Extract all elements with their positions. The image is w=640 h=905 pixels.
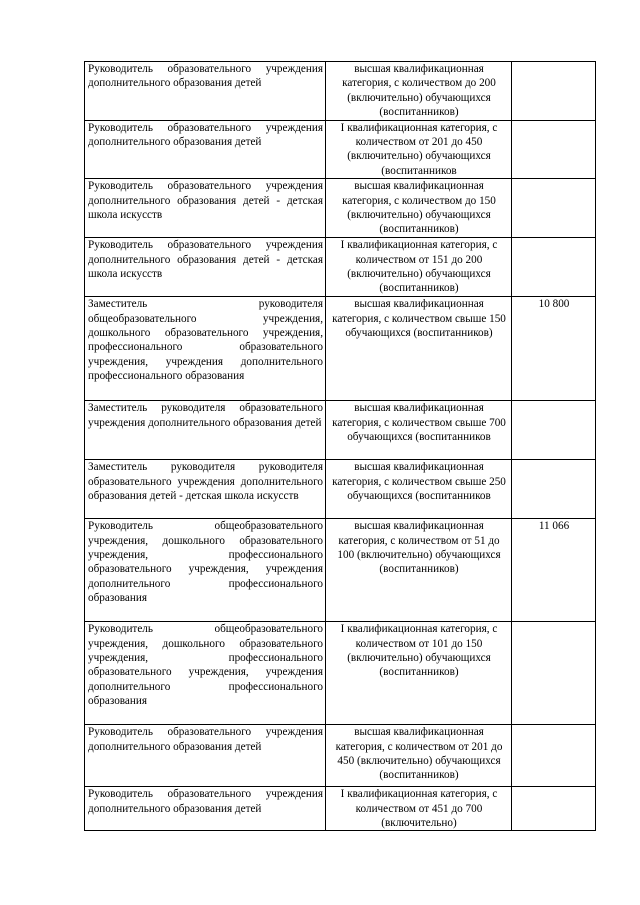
category-cell: высшая квалификационная категория, с количеством от 201 до 450 (включительно) обучающихся (воспитанников) bbox=[326, 725, 512, 787]
category-cell: высшая квалификационная категория, с количеством до 150 (включительно) обучающихся (воспитанников) bbox=[326, 179, 512, 238]
amount-cell bbox=[512, 622, 596, 725]
category-cell: высшая квалификационная категория, с количеством свыше 150 обучающихся (воспитанников) bbox=[326, 297, 512, 401]
table-row bbox=[85, 401, 596, 460]
amount-cell bbox=[512, 120, 596, 179]
salary-table bbox=[84, 61, 596, 831]
amount-cell bbox=[512, 787, 596, 831]
category-cell: I квалификационная категория, с количеством от 101 до 150 (включительно) обучающихся (воспитанников) bbox=[326, 622, 512, 725]
table-row bbox=[85, 120, 596, 179]
table-row bbox=[85, 62, 596, 121]
table-row bbox=[85, 622, 596, 725]
category-cell: высшая квалификационная категория, с количеством свыше 700 обучающихся (воспитанников bbox=[326, 401, 512, 460]
amount-cell bbox=[512, 460, 596, 519]
table-row bbox=[85, 238, 596, 297]
amount-cell bbox=[512, 62, 596, 121]
amount-cell bbox=[512, 179, 596, 238]
position-cell: Руководитель общеобразовательного учреждения, дошкольного образовательного учреждения, профессионального образовательного учреждения, учреждения дополнительного профессионального образования bbox=[85, 622, 326, 725]
category-cell: I квалификационная категория, с количеством от 151 до 200 (включительно) обучающихся (воспитанников) bbox=[326, 238, 512, 297]
amount-cell bbox=[512, 401, 596, 460]
category-cell: I квалификационная категория, с количеством от 451 до 700 (включительно) bbox=[326, 787, 512, 831]
position-cell: Руководитель образовательного учреждения дополнительного образования детей - детская школа искусств bbox=[85, 238, 326, 297]
position-cell: Руководитель образовательного учреждения дополнительного образования детей - детская школа искусств bbox=[85, 179, 326, 238]
category-cell: высшая квалификационная категория, с количеством свыше 250 обучающихся (воспитанников bbox=[326, 460, 512, 519]
amount-cell: 11 066 bbox=[512, 519, 596, 622]
table-row bbox=[85, 179, 596, 238]
position-cell: Руководитель образовательного учреждения дополнительного образования детей bbox=[85, 120, 326, 179]
table-row bbox=[85, 460, 596, 519]
category-cell: высшая квалификационная категория, с количеством от 51 до 100 (включительно) обучающихся (воспитанников) bbox=[326, 519, 512, 622]
table-row bbox=[85, 725, 596, 787]
table-row bbox=[85, 519, 596, 622]
position-cell: Руководитель общеобразовательного учреждения, дошкольного образовательного учреждения, профессионального образовательного учреждения, учреждения дополнительного профессионального образования bbox=[85, 519, 326, 622]
category-cell: высшая квалификационная категория, с количеством до 200 (включительно) обучающихся (воспитанников) bbox=[326, 62, 512, 121]
position-cell: Руководитель образовательного учреждения дополнительного образования детей bbox=[85, 725, 326, 787]
position-cell: Руководитель образовательного учреждения дополнительного образования детей bbox=[85, 787, 326, 831]
amount-cell: 10 800 bbox=[512, 297, 596, 401]
position-cell: Заместитель руководителя образовательного учреждения дополнительного образования детей bbox=[85, 401, 326, 460]
table-row bbox=[85, 787, 596, 831]
amount-cell bbox=[512, 725, 596, 787]
category-cell: I квалификационная категория, с количеством от 201 до 450 (включительно) обучающихся (воспитанников bbox=[326, 120, 512, 179]
position-cell: Заместитель руководителя руководителя образовательного учреждения дополнительного образования детей - детская школа искусств bbox=[85, 460, 326, 519]
position-cell: Руководитель образовательного учреждения дополнительного образования детей bbox=[85, 62, 326, 121]
table-row bbox=[85, 297, 596, 401]
position-cell: Заместитель руководителя общеобразовательного учреждения, дошкольного образовательного учреждения, профессионального образовательного учреждения, учреждения дополнительного профессионального образования bbox=[85, 297, 326, 401]
amount-cell bbox=[512, 238, 596, 297]
